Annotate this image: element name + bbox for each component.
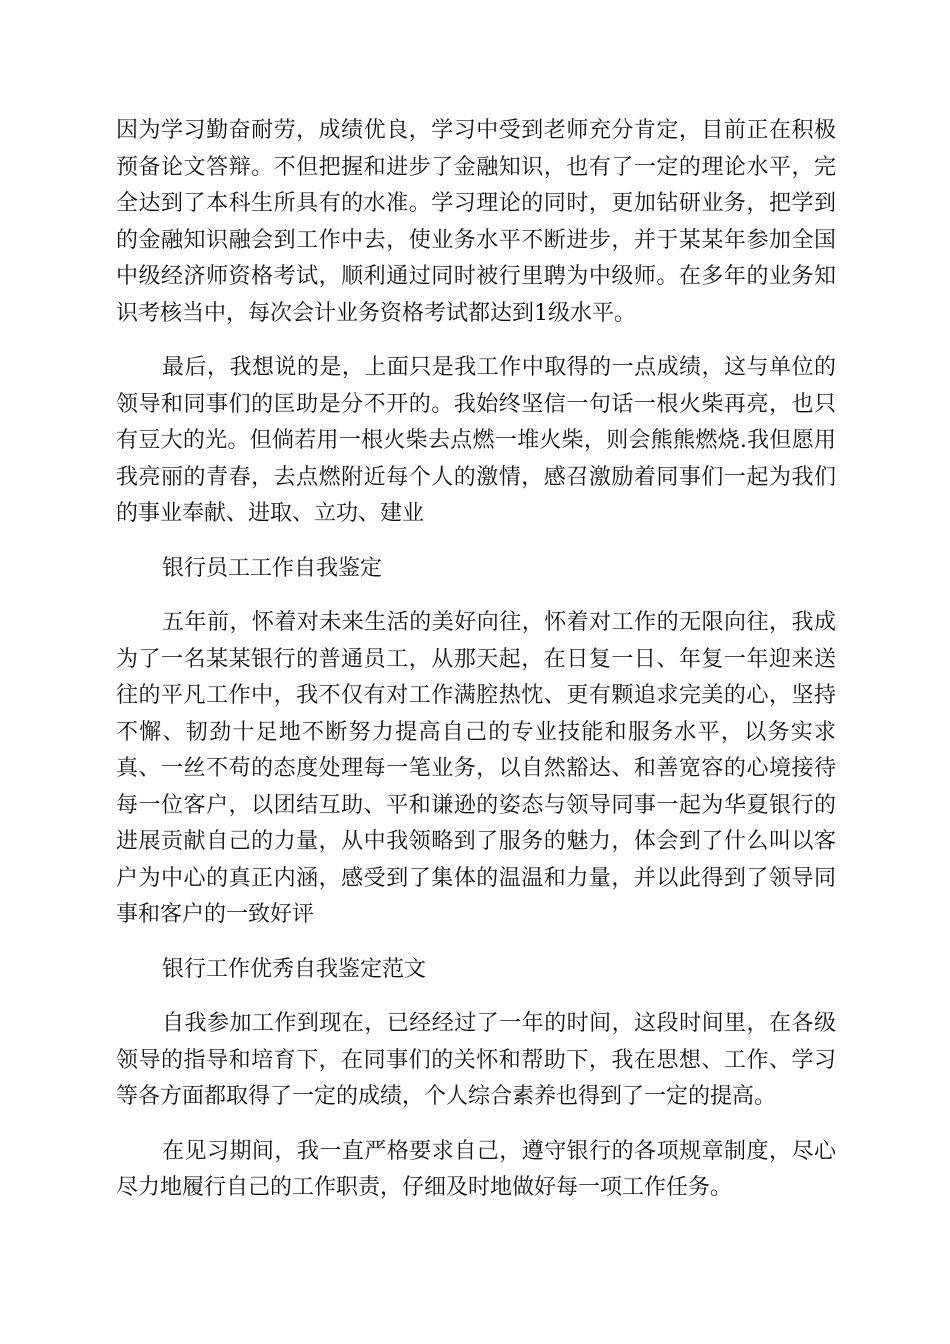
paragraph-conclusion: 最后，我想说的是，上面只是我工作中取得的一点成绩，这与单位的领导和同事们的匡助是分不开的。我始终坚信一句话一根火柴再亮，也只有豆大的光。但倘若用一根火柴去点燃一堆火柴，则会熊熊燃烧.我但愿用我亮丽的青春，去点燃附近每个人的激情，感召激励着同事们一起为我们的事业奉献、进取、立功、建业 [116,355,836,526]
paragraph-one-year: 自我参加工作到现在，已经经过了一年的时间，这段时间里，在各级领导的指导和培育下，在同事们的关怀和帮助下，我在思想、工作、学习等各方面都取得了一定的成绩，个人综合素养也得到了一定的提高。 [116,1011,836,1109]
section-heading-employee-self-assessment: 银行员工工作自我鉴定 [162,555,383,581]
document-body [116,113,836,1225]
paragraph-probation: 在见习期间，我一直严格要求自己，遵守银行的各项规章制度，尽心尽力地履行自己的工作职责，仔细及时地做好每一项工作任务。 [116,1138,836,1200]
paragraph-five-years: 五年前，怀着对未来生活的美好向往，怀着对工作的无限向往，我成为了一名某某银行的普通员工，从那天起，在日复一日、年复一年迎来送往的平凡工作中，我不仅有对工作满腔热忱、更有颗追求完美的心，坚持不懈、韧劲十足地不断努力提高自己的专业技能和服务水平，以务实求真、一丝不苟的态度处理每一笔业务，以自然豁达、和善宽容的心境接待每一位客户，以团结互助、平和谦逊的姿态与领导同事一起为华夏银行的进展贡献自己的力量，从中我领略到了服务的魅力，体会到了什么叫以客户为中心的真正内涵，感受到了集体的温温和力量，并以此得到了领导同事和客户的一致好评 [116,610,836,927]
section-heading-excellent-self-assessment: 银行工作优秀自我鉴定范文 [162,956,427,982]
paragraph-study: 因为学习勤奋耐劳，成绩优良，学习中受到老师充分肯定，目前正在积极预备论文答辩。不但把握和进步了金融知识，也有了一定的理论水平，完全达到了本科生所具有的水准。学习理论的同时，更加钻研业务，把学到的金融知识融会到工作中去，使业务水平不断进步，并于某某年参加全国中级经济师资格考试，顺利通过同时被行里聘为中级师。在多年的业务知识考核当中，每次会计业务资格考试都达到1级水平。 [116,118,836,326]
